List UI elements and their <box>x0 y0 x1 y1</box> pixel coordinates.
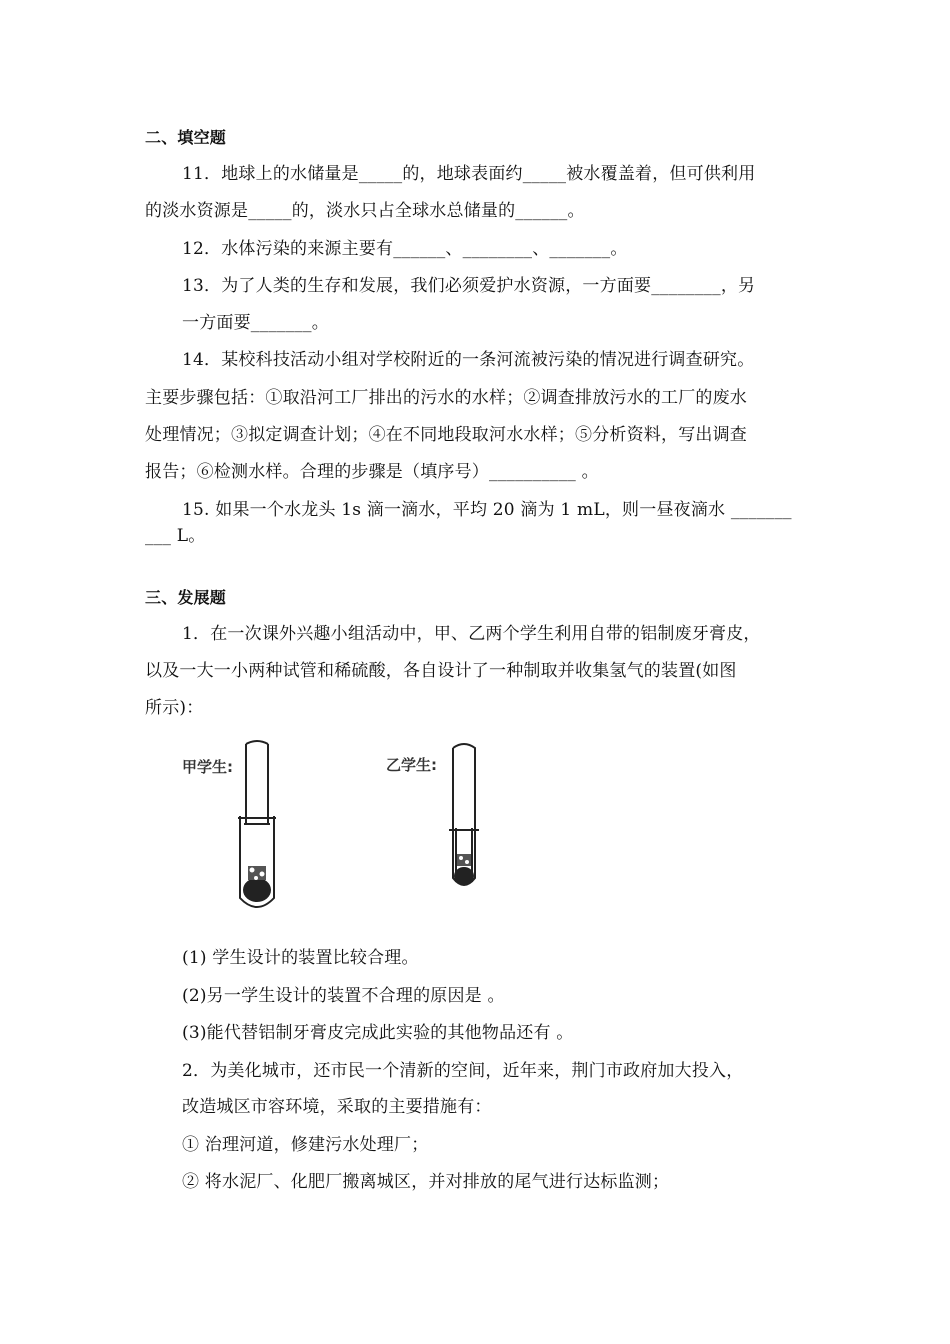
reagent-a <box>243 878 271 902</box>
question-15-line-1: 15. 如果一个水龙头 1s 滴一滴水，平均 20 滴为 1 mL，则一昼夜滴水 _______ <box>182 500 792 520</box>
reagent-b <box>454 867 474 885</box>
figure-label-student-a: 甲学生: <box>182 758 233 776</box>
student-a-apparatus <box>238 741 276 907</box>
apparatus-figure <box>178 738 578 923</box>
inner-tube-a <box>246 741 268 824</box>
figure-label-student-b: 乙学生: <box>386 756 437 774</box>
student-b-apparatus <box>449 744 479 885</box>
question-13-line-1: 13．为了人类的生存和发展，我们必须爱护水资源，一方面要________，另 <box>182 276 756 296</box>
sub-question-1: (1) 学生设计的装置比较合理。 <box>182 948 419 968</box>
problem-2-item-1: ① 治理河道，修建污水处理厂； <box>182 1135 429 1155</box>
problem-2-item-2: ② 将水泥厂、化肥厂搬离城区，并对排放的尾气进行达标监测； <box>182 1172 670 1192</box>
section-heading-development: 三、发展题 <box>145 588 227 607</box>
problem-1-line-1: 1．在一次课外兴趣小组活动中，甲、乙两个学生利用自带的铝制废牙膏皮， <box>182 624 761 644</box>
question-15-line-2: ___ L。 <box>145 526 206 546</box>
problem-2-line-2: 改造城区市容环境，采取的主要措施有： <box>182 1097 492 1117</box>
question-14-line-2: 主要步骤包括：①取沿河工厂排出的污水的水样；②调查排放污水的工厂的废水 <box>145 388 747 408</box>
problem-1-line-3: 所示)： <box>145 698 204 718</box>
question-14-line-4: 报告；⑥检测水样。合理的步骤是（填序号）__________ 。 <box>145 462 599 482</box>
test-tube-diagram <box>178 738 578 923</box>
question-13-line-2: 一方面要_______。 <box>182 313 329 333</box>
question-11-line-1: 11．地球上的水储量是_____的，地球表面约_____被水覆盖着，但可供利用 <box>182 164 756 184</box>
sub-question-3: (3)能代替铝制牙膏皮完成此实验的其他物品还有 。 <box>182 1023 574 1043</box>
question-14-line-3: 处理情况；③拟定调查计划；④在不同地段取河水水样；⑤分析资料，写出调查 <box>145 425 747 445</box>
question-11-line-2: 的淡水资源是_____的，淡水只占全球水总储量的______。 <box>145 201 585 221</box>
question-12: 12．水体污染的来源主要有______、________、_______。 <box>182 239 628 259</box>
problem-1-line-2: 以及一大一小两种试管和稀硫酸，各自设计了一种制取并收集氢气的装置(如图 <box>145 661 737 681</box>
section-heading-fill-in: 二、填空题 <box>145 128 227 147</box>
question-14-line-1: 14．某校科技活动小组对学校附近的一条河流被污染的情况进行调查研究。 <box>182 350 755 370</box>
sub-question-2: (2)另一学生设计的装置不合理的原因是 。 <box>182 986 505 1006</box>
problem-2-line-1: 2．为美化城市，还市民一个清新的空间，近年来，荆门市政府加大投入， <box>182 1061 744 1081</box>
